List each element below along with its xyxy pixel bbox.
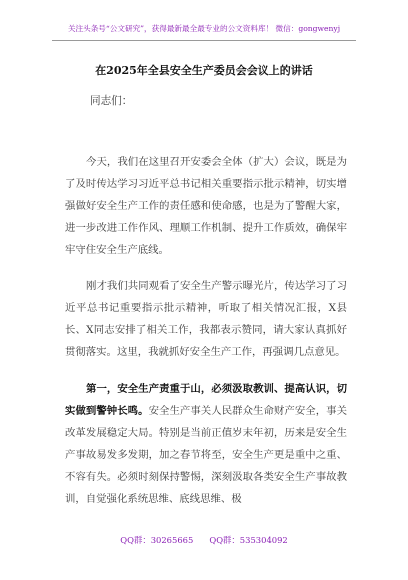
section-1-heading: 第一，安全生产责重于山，必须汲取教训、提高认识，切实做到警钟长鸣。 (65, 383, 347, 417)
footer (0, 534, 408, 546)
salutation: 同志们： (90, 95, 133, 107)
header-divider (52, 40, 356, 41)
document-title: 在2025年全县安全生产委员会会议上的讲话 (95, 64, 313, 77)
footer-qq-group-1: QQ群：30265665 (120, 535, 194, 545)
footer-qq-group-2: QQ群：535304092 (209, 535, 288, 545)
paragraph-section-1 (65, 378, 347, 510)
paragraph-1: 今天，我们在这里召开安委会全体（扩大）会议，既是为了及时传达学习习近平总书记相关重要指示批示精神，切实增强做好安全生产工作的责任感和使命感，也是为了警醒大家，进一步改进工作作风、理顺工作机制、提升工作质效，确保牢牢守住安全生产底线。 (65, 156, 347, 256)
section-1-body: 安全生产事关人民群众生命财产安全，事关改革发展稳定大局。特别是当前正值岁末年初，历来是安全生产事故易发多发期，加之春节将至，安全生产更是重中之重、不容有失。必须时刻保持警惕，深刻汲取各类安全生产事故教训，自觉强化系统思维、底线思维、极 (65, 405, 348, 505)
header-banner: 关注头条号“公文研究”，获得最新最全最专业的公文资料库！ 微信：gongwenyj (67, 24, 341, 33)
paragraph-2: 刚才我们共同观看了安全生产警示曝光片，传达学习了习近平总书记重要指示批示精神，听取了相关情况汇报，X县长、X同志安排了相关工作，我都表示赞同，请大家认真抓好贯彻落实。这里，我就抓好安全生产工作，再强调几点意见。 (65, 280, 347, 358)
